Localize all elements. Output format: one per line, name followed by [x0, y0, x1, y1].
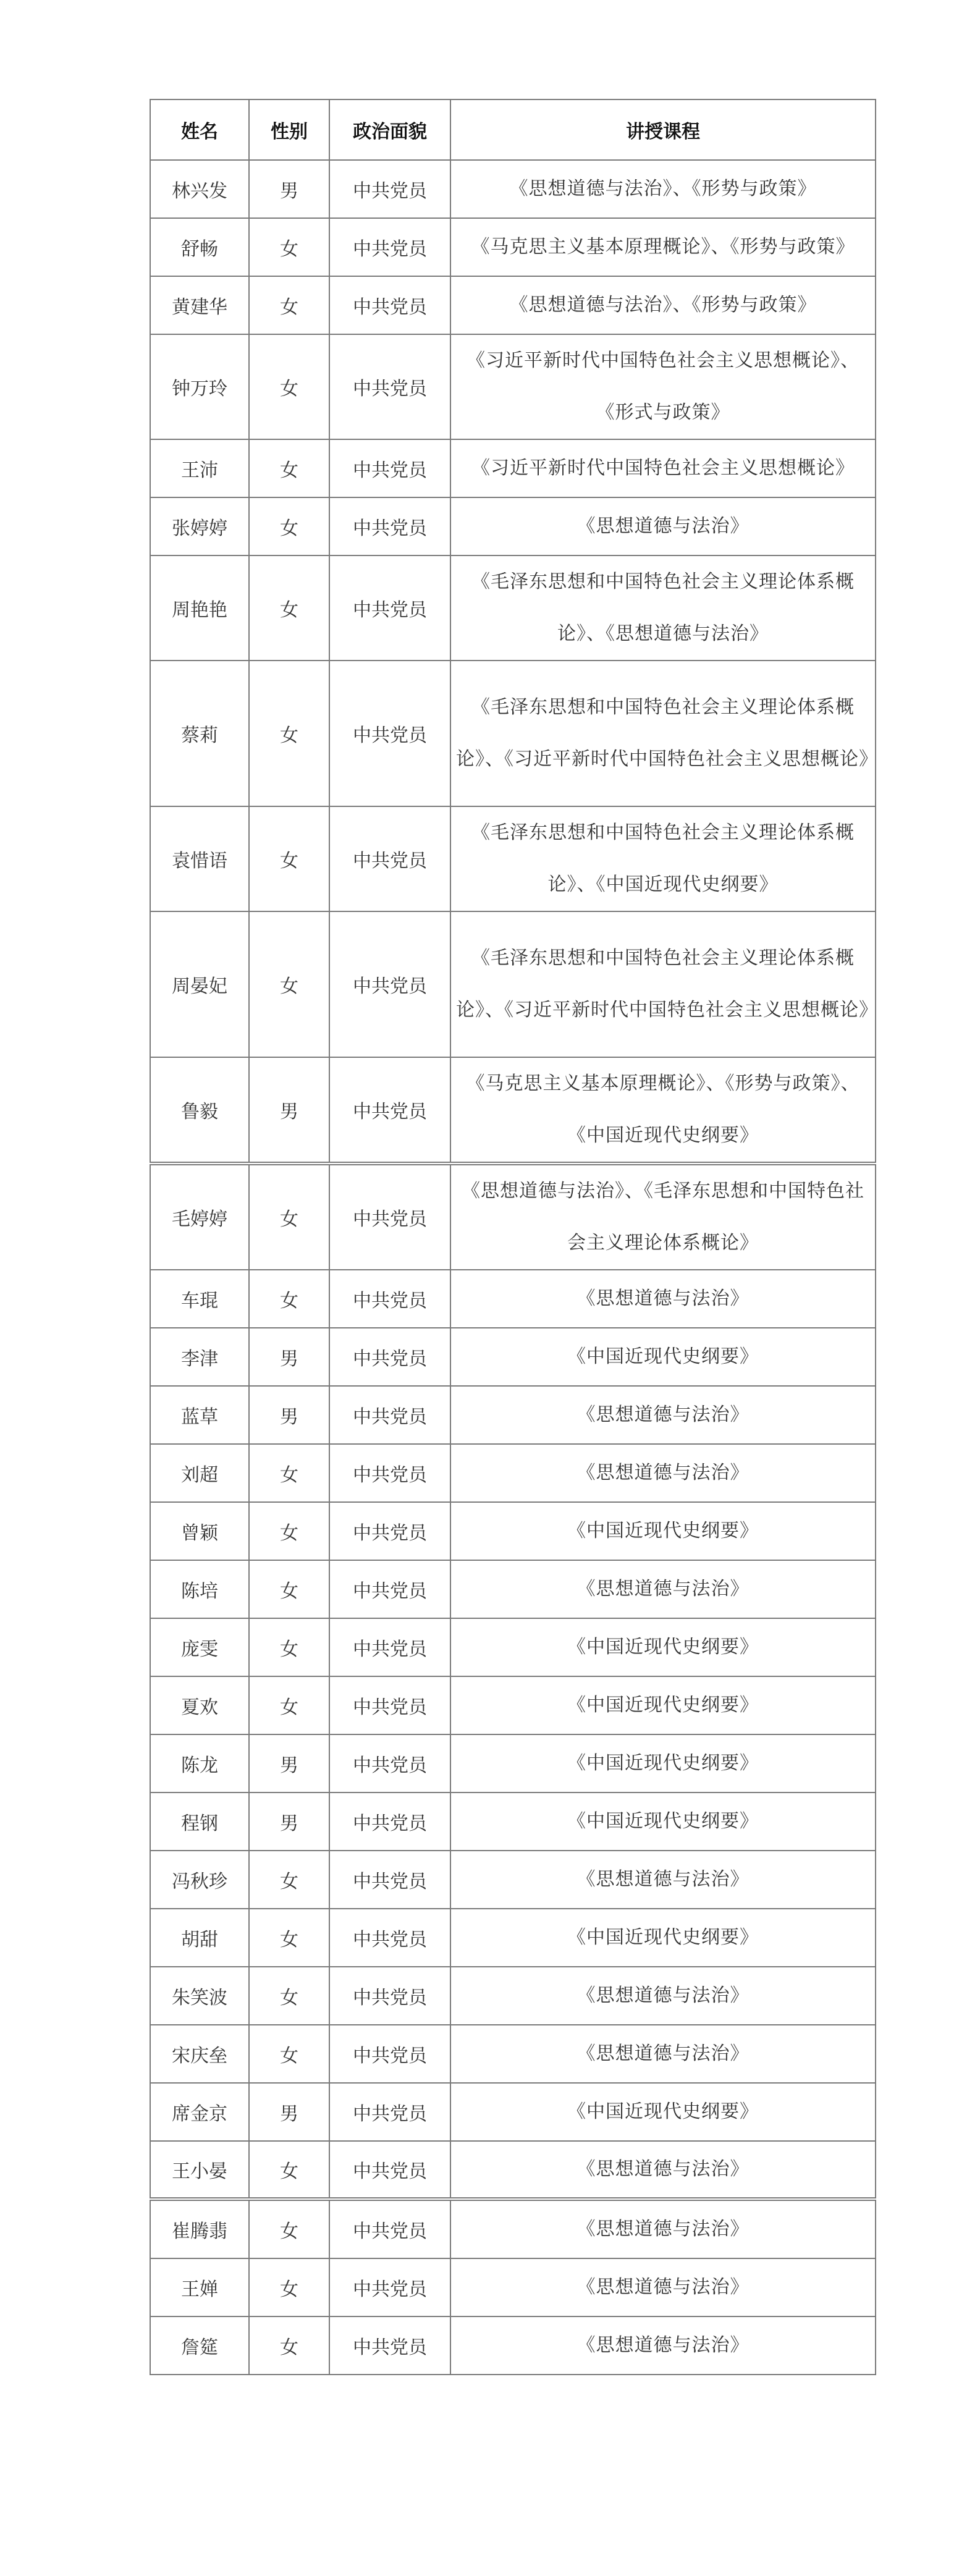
table-row [150, 1163, 876, 1270]
cell-gender: 女 [249, 1502, 329, 1560]
table-row [150, 2025, 876, 2083]
cell-name: 袁惜语 [150, 806, 249, 911]
cell-gender: 女 [249, 2141, 329, 2199]
cell-course: 《中国近现代史纲要》 [450, 1909, 876, 1967]
cell-political-status: 中共党员 [329, 2141, 450, 2199]
cell-gender: 女 [249, 497, 329, 555]
cell-name: 钟万玲 [150, 334, 249, 439]
cell-gender: 女 [249, 334, 329, 439]
cell-gender: 女 [249, 2199, 329, 2258]
cell-gender: 女 [249, 1444, 329, 1502]
cell-name: 陈培 [150, 1560, 249, 1618]
cell-gender: 女 [249, 1270, 329, 1328]
cell-gender: 女 [249, 439, 329, 497]
table-row [150, 1676, 876, 1734]
cell-course: 《思想道德与法治》 [450, 2025, 876, 2083]
cell-gender: 男 [249, 2083, 329, 2141]
cell-political-status: 中共党员 [329, 276, 450, 334]
cell-name: 舒畅 [150, 218, 249, 276]
cell-gender: 女 [249, 276, 329, 334]
cell-political-status: 中共党员 [329, 2025, 450, 2083]
cell-course: 《马克思主义基本原理概论》、《形势与政策》、《中国近现代史纲要》 [450, 1057, 876, 1163]
cell-gender: 男 [249, 1386, 329, 1444]
cell-gender: 女 [249, 1967, 329, 2025]
table-row [150, 334, 876, 439]
table-row [150, 1386, 876, 1444]
cell-course: 《思想道德与法治》 [450, 2258, 876, 2316]
cell-course: 《思想道德与法治》 [450, 2199, 876, 2258]
table-row [150, 2258, 876, 2316]
table-row [150, 806, 876, 911]
header-name: 姓名 [150, 99, 249, 160]
table-row [150, 2141, 876, 2199]
cell-political-status: 中共党员 [329, 1328, 450, 1386]
cell-course: 《思想道德与法治》 [450, 1444, 876, 1502]
cell-gender: 女 [249, 661, 329, 806]
cell-name: 周晏妃 [150, 911, 249, 1057]
table-row [150, 497, 876, 555]
cell-course: 《思想道德与法治》 [450, 2316, 876, 2375]
cell-political-status: 中共党员 [329, 911, 450, 1057]
cell-course: 《马克思主义基本原理概论》、《形势与政策》 [450, 218, 876, 276]
cell-gender: 女 [249, 1560, 329, 1618]
cell-name: 冯秋珍 [150, 1851, 249, 1909]
cell-political-status: 中共党员 [329, 334, 450, 439]
cell-course: 《中国近现代史纲要》 [450, 1734, 876, 1793]
cell-name: 王沛 [150, 439, 249, 497]
cell-gender: 女 [249, 1851, 329, 1909]
cell-course: 《毛泽东思想和中国特色社会主义理论体系概论》、《习近平新时代中国特色社会主义思想概论》 [450, 911, 876, 1057]
table-row [150, 2199, 876, 2258]
cell-course: 《思想道德与法治》 [450, 2141, 876, 2199]
cell-political-status: 中共党员 [329, 1386, 450, 1444]
cell-gender: 男 [249, 1057, 329, 1163]
cell-name: 宋庆垒 [150, 2025, 249, 2083]
cell-course: 《中国近现代史纲要》 [450, 1502, 876, 1560]
table-row [150, 1270, 876, 1328]
cell-course: 《思想道德与法治》 [450, 1851, 876, 1909]
cell-gender: 女 [249, 2316, 329, 2375]
cell-name: 崔腾翡 [150, 2199, 249, 2258]
cell-gender: 男 [249, 1793, 329, 1851]
cell-name: 蔡莉 [150, 661, 249, 806]
table-row [150, 2316, 876, 2375]
cell-name: 夏欢 [150, 1676, 249, 1734]
cell-political-status: 中共党员 [329, 1618, 450, 1676]
cell-political-status: 中共党员 [329, 1909, 450, 1967]
cell-course: 《思想道德与法治》 [450, 1967, 876, 2025]
cell-course: 《思想道德与法治》 [450, 497, 876, 555]
table-row [150, 1618, 876, 1676]
cell-gender: 女 [249, 218, 329, 276]
cell-political-status: 中共党员 [329, 1163, 450, 1270]
cell-political-status: 中共党员 [329, 1851, 450, 1909]
cell-gender: 女 [249, 1618, 329, 1676]
cell-name: 周艳艳 [150, 555, 249, 661]
cell-name: 王小晏 [150, 2141, 249, 2199]
cell-gender: 男 [249, 1734, 329, 1793]
cell-gender: 女 [249, 2025, 329, 2083]
table-row [150, 439, 876, 497]
table-row [150, 276, 876, 334]
table-row [150, 1909, 876, 1967]
cell-name: 蓝草 [150, 1386, 249, 1444]
cell-name: 詹筵 [150, 2316, 249, 2375]
cell-course: 《毛泽东思想和中国特色社会主义理论体系概论》、《习近平新时代中国特色社会主义思想概论》 [450, 661, 876, 806]
cell-political-status: 中共党员 [329, 439, 450, 497]
cell-course: 《思想道德与法治》 [450, 1386, 876, 1444]
cell-political-status: 中共党员 [329, 661, 450, 806]
cell-name: 曾颖 [150, 1502, 249, 1560]
cell-name: 庞雯 [150, 1618, 249, 1676]
cell-course: 《思想道德与法治》、《形势与政策》 [450, 160, 876, 218]
cell-course: 《中国近现代史纲要》 [450, 1793, 876, 1851]
table-row [150, 2083, 876, 2141]
cell-political-status: 中共党员 [329, 218, 450, 276]
cell-name: 王婵 [150, 2258, 249, 2316]
table-row [150, 1502, 876, 1560]
cell-name: 毛婷婷 [150, 1163, 249, 1270]
cell-name: 胡甜 [150, 1909, 249, 1967]
cell-course: 《习近平新时代中国特色社会主义思想概论》 [450, 439, 876, 497]
cell-course: 《思想道德与法治》、《形势与政策》 [450, 276, 876, 334]
cell-course: 《中国近现代史纲要》 [450, 1328, 876, 1386]
cell-gender: 男 [249, 160, 329, 218]
cell-gender: 女 [249, 1909, 329, 1967]
cell-course: 《毛泽东思想和中国特色社会主义理论体系概论》、《中国近现代史纲要》 [450, 806, 876, 911]
table-row [150, 911, 876, 1057]
cell-name: 席金京 [150, 2083, 249, 2141]
cell-political-status: 中共党员 [329, 1270, 450, 1328]
cell-political-status: 中共党员 [329, 1444, 450, 1502]
cell-political-status: 中共党员 [329, 1560, 450, 1618]
cell-name: 刘超 [150, 1444, 249, 1502]
cell-political-status: 中共党员 [329, 806, 450, 911]
header-political-status: 政治面貌 [329, 99, 450, 160]
table-row [150, 160, 876, 218]
table-row [150, 218, 876, 276]
table-header-row [150, 99, 876, 160]
cell-course: 《思想道德与法治》、《毛泽东思想和中国特色社会主义理论体系概论》 [450, 1163, 876, 1270]
cell-political-status: 中共党员 [329, 1676, 450, 1734]
cell-course: 《毛泽东思想和中国特色社会主义理论体系概论》、《思想道德与法治》 [450, 555, 876, 661]
table-row [150, 1967, 876, 2025]
cell-political-status: 中共党员 [329, 497, 450, 555]
table-row [150, 1328, 876, 1386]
cell-course: 《中国近现代史纲要》 [450, 2083, 876, 2141]
table-row [150, 1057, 876, 1163]
cell-political-status: 中共党员 [329, 2199, 450, 2258]
cell-name: 黄建华 [150, 276, 249, 334]
cell-gender: 女 [249, 2258, 329, 2316]
table-row [150, 661, 876, 806]
table-row [150, 1560, 876, 1618]
cell-name: 张婷婷 [150, 497, 249, 555]
cell-political-status: 中共党员 [329, 2316, 450, 2375]
cell-course: 《中国近现代史纲要》 [450, 1618, 876, 1676]
cell-political-status: 中共党员 [329, 1793, 450, 1851]
cell-gender: 男 [249, 1328, 329, 1386]
cell-political-status: 中共党员 [329, 1967, 450, 2025]
cell-gender: 女 [249, 911, 329, 1057]
cell-name: 陈龙 [150, 1734, 249, 1793]
cell-course: 《习近平新时代中国特色社会主义思想概论》、《形式与政策》 [450, 334, 876, 439]
cell-name: 车琨 [150, 1270, 249, 1328]
table-row [150, 1734, 876, 1793]
header-gender: 性别 [249, 99, 329, 160]
cell-name: 程钢 [150, 1793, 249, 1851]
cell-gender: 女 [249, 806, 329, 911]
cell-course: 《思想道德与法治》 [450, 1270, 876, 1328]
cell-political-status: 中共党员 [329, 555, 450, 661]
cell-name: 林兴发 [150, 160, 249, 218]
cell-political-status: 中共党员 [329, 160, 450, 218]
cell-course: 《中国近现代史纲要》 [450, 1676, 876, 1734]
table-row [150, 1444, 876, 1502]
cell-name: 鲁毅 [150, 1057, 249, 1163]
cell-name: 朱笑波 [150, 1967, 249, 2025]
table-row [150, 1851, 876, 1909]
teacher-course-table [150, 99, 876, 2375]
cell-political-status: 中共党员 [329, 2258, 450, 2316]
cell-course: 《思想道德与法治》 [450, 1560, 876, 1618]
table-row [150, 1793, 876, 1851]
table-row [150, 555, 876, 661]
cell-name: 李津 [150, 1328, 249, 1386]
header-course: 讲授课程 [450, 99, 876, 160]
cell-political-status: 中共党员 [329, 1502, 450, 1560]
cell-political-status: 中共党员 [329, 1057, 450, 1163]
cell-gender: 女 [249, 1676, 329, 1734]
table-body [150, 160, 876, 2375]
cell-political-status: 中共党员 [329, 2083, 450, 2141]
cell-gender: 女 [249, 1163, 329, 1270]
cell-gender: 女 [249, 555, 329, 661]
cell-political-status: 中共党员 [329, 1734, 450, 1793]
